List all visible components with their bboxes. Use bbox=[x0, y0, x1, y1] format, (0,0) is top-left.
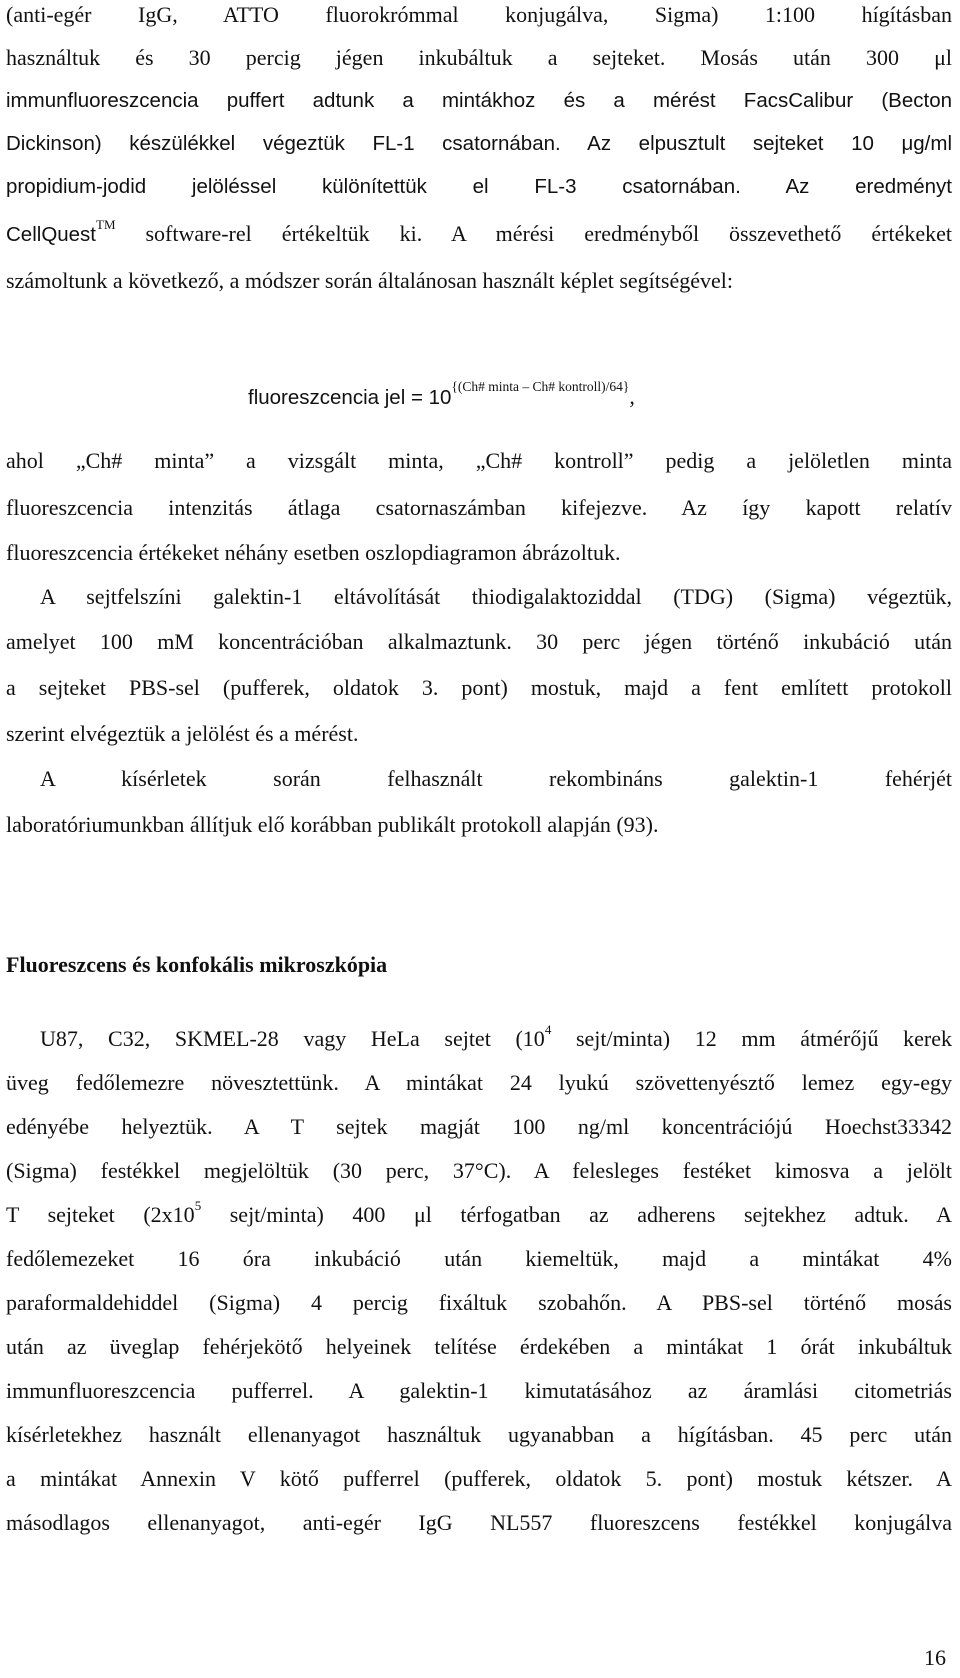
text-line: amelyet 100 mM koncentrációban alkalmaztunk. 30 perc jégen történő inkubáció után bbox=[6, 629, 952, 654]
text-line: ahol „Ch# minta” a vizsgált minta, „Ch# kontroll” pedig a jelöletlen minta bbox=[6, 448, 952, 473]
text-line: (anti-egér IgG, ATTO fluorokrómmal konjugálva, Sigma) 1:100 hígításban bbox=[6, 2, 952, 27]
text-line-start: U87, C32, SKMEL-28 vagy HeLa sejtet (10 bbox=[40, 1026, 545, 1051]
text-line-start: T sejteket (2x10 bbox=[6, 1202, 195, 1227]
text-line-rest: sejt/minta) 400 μl térfogatban az adherens sejtekhez adtuk. A bbox=[201, 1202, 952, 1227]
text-line: másodlagos ellenanyagot, anti-egér IgG NL557 fluoreszcens festékkel konjugálva bbox=[6, 1510, 952, 1535]
text-line-rest: sejt/minta) 12 mm átmérőjű kerek bbox=[551, 1026, 952, 1051]
exponent-superscript: 5 bbox=[194, 1198, 202, 1213]
text-line: számoltunk a következő, a módszer során általánosan használt képlet segítségével: bbox=[6, 268, 733, 293]
text-line: fluoreszcencia értékeket néhány esetben oszlopdiagramon ábrázoltuk. bbox=[6, 540, 621, 565]
text-line: szerint elvégeztük a jelölést és a mérést. bbox=[6, 721, 359, 746]
text-line: fedőlemezeket 16 óra inkubáció után kiemeltük, majd a mintákat 4% bbox=[6, 1246, 952, 1271]
text-line: immunfluoreszcencia puffert adtunk a mintákhoz és a mérést FacsCalibur (Becton bbox=[6, 89, 952, 112]
text-line: üveg fedőlemezre növesztettünk. A mintákat 24 lyukú szövettenyésztő lemez egy-egy bbox=[6, 1070, 952, 1095]
formula-exponent: {(Ch# minta – Ch# kontroll)/64} bbox=[451, 379, 630, 394]
formula-tail: , bbox=[629, 384, 635, 409]
text-line bbox=[6, 1200, 952, 1230]
text-line: (Sigma) festékkel megjelöltük (30 perc, 37°C). A felesleges festéket kimosva a jelölt bbox=[6, 1158, 952, 1183]
text-line: immunfluoreszcencia pufferrel. A galektin-1 kimutatásához az áramlási citometriás bbox=[6, 1378, 952, 1403]
text-line: fluoreszcencia intenzitás átlaga csatornaszámban kifejezve. Az így kapott relatív bbox=[6, 495, 952, 520]
text-line: Dickinson) készülékkel végeztük FL-1 csatornában. Az elpusztult sejteket 10 μg/ml bbox=[6, 132, 952, 155]
text-line: propidium-jodid jelöléssel különítettük el FL-3 csatornában. Az eredményt bbox=[6, 175, 952, 198]
text-line-rest: software-rel értékeltük ki. A mérési eredményből összevethető értékeket bbox=[115, 221, 952, 246]
text-line: után az üveglap fehérjekötő helyeinek telítése érdekében a mintákat 1 órát inkubáltuk bbox=[6, 1334, 952, 1359]
text-line: használtuk és 30 percig jégen inkubáltuk a sejteket. Mosás után 300 μl bbox=[6, 45, 952, 70]
text-line: paraformaldehiddel (Sigma) 4 percig fixáltuk szobahőn. A PBS-sel történő mosás bbox=[6, 1290, 952, 1315]
text-line: kísérletekhez használt ellenanyagot használtuk ugyanabban a hígításban. 45 perc után bbox=[6, 1422, 952, 1447]
text-line: edényébe helyeztük. A T sejtek magját 100 ng/ml koncentrációjú Hoechst33342 bbox=[6, 1114, 952, 1139]
text-line: laboratóriumunkban állítjuk elő korábban publikált protokoll alapján (93). bbox=[6, 812, 659, 837]
section-heading: Fluoreszcens és konfokális mikroszkópia bbox=[6, 952, 388, 977]
text-line: A kísérletek során felhasznált rekombináns galektin-1 fehérjét bbox=[40, 766, 952, 791]
text-line bbox=[40, 1024, 952, 1054]
trademark-superscript: TM bbox=[96, 217, 116, 232]
formula bbox=[248, 379, 635, 415]
page-number: 16 bbox=[924, 1645, 946, 1670]
exponent-superscript: 4 bbox=[544, 1022, 552, 1037]
text-line bbox=[6, 219, 952, 249]
formula-lhs: fluoreszcencia jel = 10 bbox=[248, 386, 452, 409]
text-line: a mintákat Annexin V kötő pufferrel (pufferek, oldatok 5. pont) mostuk kétszer. A bbox=[6, 1466, 952, 1491]
text-line: A sejtfelszíni galektin-1 eltávolítását thiodigalaktoziddal (TDG) (Sigma) végeztük, bbox=[40, 584, 952, 609]
text-line: a sejteket PBS-sel (pufferek, oldatok 3. pont) mostuk, majd a fent említett protokoll bbox=[6, 675, 952, 700]
cellquest-text: CellQuest bbox=[6, 223, 97, 246]
